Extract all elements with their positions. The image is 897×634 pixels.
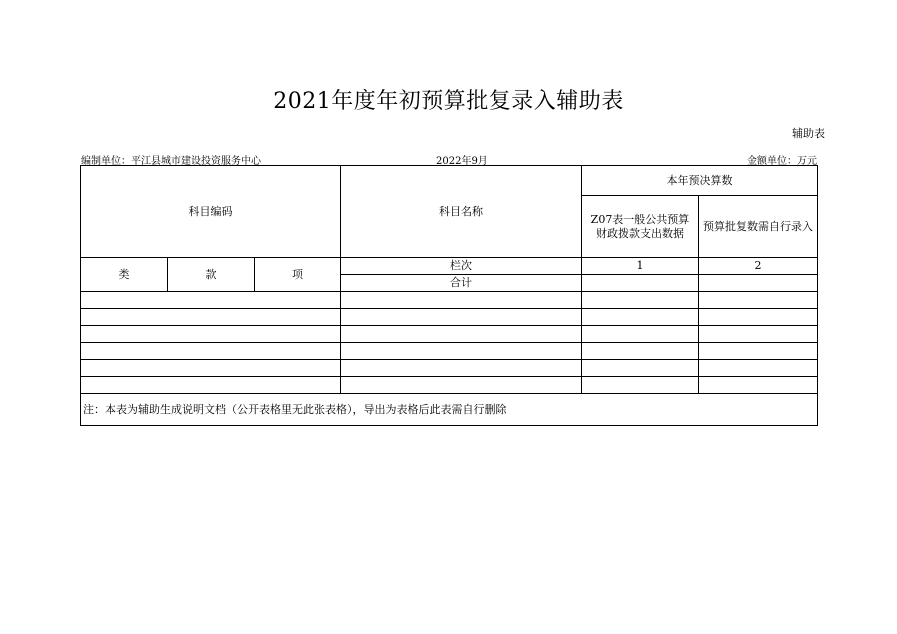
report-date: 2022年9月 — [436, 156, 488, 167]
row-value-1 — [582, 326, 699, 343]
total-label: 合计 — [341, 275, 582, 292]
row-name-cell — [341, 309, 582, 326]
table-row — [81, 309, 818, 326]
info-row — [81, 152, 817, 166]
row-code-cell — [81, 377, 341, 394]
header-year-group: 本年预决算数 — [582, 166, 818, 196]
row-name-cell — [341, 360, 582, 377]
row-code-cell — [81, 309, 341, 326]
header-lei: 类 — [81, 258, 168, 292]
table-row — [81, 377, 818, 394]
header-z07-text: Z07表一般公共预算财政拨款支出数据 — [590, 212, 690, 240]
money-unit: 金额单位：万元 — [747, 156, 817, 167]
row-value-2 — [699, 326, 818, 343]
header-approval-text: 预算批复数需自行录入 — [703, 219, 813, 233]
row-value-2 — [699, 343, 818, 360]
header-kuan: 款 — [168, 258, 255, 292]
total-value-2 — [699, 275, 818, 292]
row-value-1 — [582, 360, 699, 377]
row-code-cell — [81, 360, 341, 377]
row-value-1 — [582, 343, 699, 360]
column-number-1: 1 — [582, 258, 699, 275]
row-code-cell — [81, 343, 341, 360]
row-value-1 — [582, 309, 699, 326]
compiling-unit: 编制单位：平江县城市建设投资服务中心 — [81, 156, 261, 167]
table-row — [81, 360, 818, 377]
budget-table — [80, 165, 818, 426]
header-lanci: 栏次 — [341, 258, 582, 275]
row-value-1 — [582, 377, 699, 394]
header-subject-code: 科目编码 — [81, 166, 341, 258]
row-name-cell — [341, 377, 582, 394]
row-name-cell — [341, 343, 582, 360]
header-approval-column — [699, 196, 818, 258]
row-value-1 — [582, 292, 699, 309]
header-z07-column — [582, 196, 699, 258]
column-number-2: 2 — [699, 258, 818, 275]
table-note: 注：本表为辅助生成说明文档（公开表格里无此张表格），导出为表格后此表需自行删除 — [81, 394, 818, 426]
header-xiang: 项 — [255, 258, 341, 292]
table-tag: 辅助表 — [792, 127, 825, 140]
table-row — [81, 292, 818, 309]
total-value-1 — [582, 275, 699, 292]
row-value-2 — [699, 309, 818, 326]
row-value-2 — [699, 377, 818, 394]
row-value-2 — [699, 360, 818, 377]
table-row — [81, 343, 818, 360]
row-name-cell — [341, 326, 582, 343]
page-title: 2021年度年初预算批复录入辅助表 — [273, 89, 624, 114]
row-code-cell — [81, 292, 341, 309]
row-code-cell — [81, 326, 341, 343]
row-name-cell — [341, 292, 582, 309]
row-value-2 — [699, 292, 818, 309]
header-subject-name: 科目名称 — [341, 166, 582, 258]
table-row — [81, 326, 818, 343]
